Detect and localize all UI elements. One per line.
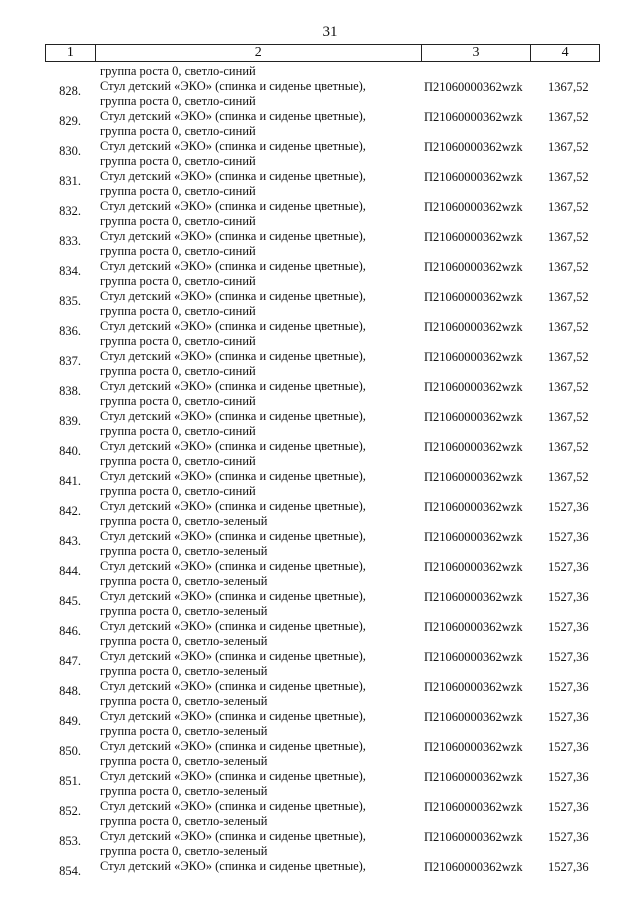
header-col-1: 1 xyxy=(46,45,96,61)
item-description-line-1: Стул детский «ЭКО» (спинка и сиденье цветные), xyxy=(100,679,366,693)
item-price: 1367,52 xyxy=(548,290,589,304)
item-description xyxy=(100,559,420,589)
item-code: П21060000362wzk xyxy=(424,590,523,604)
item-description-line-2: группа роста 0, светло-зеленый xyxy=(100,514,268,528)
item-description xyxy=(100,169,420,199)
table-row xyxy=(0,679,640,709)
item-description-line-2: группа роста 0, светло-зеленый xyxy=(100,664,268,678)
item-description xyxy=(100,829,420,859)
item-price: 1527,36 xyxy=(548,830,589,844)
row-number: 837. xyxy=(59,354,81,368)
item-price: 1367,52 xyxy=(548,350,589,364)
item-description-line-2: группа роста 0, светло-синий xyxy=(100,334,256,348)
table-row xyxy=(0,349,640,379)
table-row xyxy=(0,109,640,139)
item-description xyxy=(100,139,420,169)
item-description-line-2: группа роста 0, светло-синий xyxy=(100,364,256,378)
item-code: П21060000362wzk xyxy=(424,830,523,844)
item-code: П21060000362wzk xyxy=(424,440,523,454)
row-number: 841. xyxy=(59,474,81,488)
row-number: 836. xyxy=(59,324,81,338)
table-row xyxy=(0,619,640,649)
item-description-line-1: Стул детский «ЭКО» (спинка и сиденье цветные), xyxy=(100,169,366,183)
item-code: П21060000362wzk xyxy=(424,200,523,214)
table-row xyxy=(0,649,640,679)
item-code: П21060000362wzk xyxy=(424,290,523,304)
item-code: П21060000362wzk xyxy=(424,740,523,754)
table-row xyxy=(0,769,640,799)
item-description-line-2: группа роста 0, светло-зеленый xyxy=(100,844,268,858)
item-code: П21060000362wzk xyxy=(424,770,523,784)
item-description-line-2: группа роста 0, светло-синий xyxy=(100,124,256,138)
item-price: 1527,36 xyxy=(548,860,589,874)
item-description-line-2: группа роста 0, светло-зеленый xyxy=(100,544,268,558)
item-code: П21060000362wzk xyxy=(424,470,523,484)
item-description xyxy=(100,799,420,829)
item-code: П21060000362wzk xyxy=(424,800,523,814)
row-number: 833. xyxy=(59,234,81,248)
item-description xyxy=(100,499,420,529)
item-price: 1527,36 xyxy=(548,740,589,754)
item-description-line-1: Стул детский «ЭКО» (спинка и сиденье цветные), xyxy=(100,349,366,363)
row-number: 838. xyxy=(59,384,81,398)
header-col-4: 4 xyxy=(561,45,569,60)
item-price: 1367,52 xyxy=(548,80,589,94)
item-description-line-2: группа роста 0, светло-синий xyxy=(100,424,256,438)
row-number: 829. xyxy=(59,114,81,128)
item-description-line-1: Стул детский «ЭКО» (спинка и сиденье цветные), xyxy=(100,289,366,303)
item-description xyxy=(100,709,420,739)
item-description-line-2: группа роста 0, светло-синий xyxy=(100,184,256,198)
item-code: П21060000362wzk xyxy=(424,620,523,634)
item-code: П21060000362wzk xyxy=(424,260,523,274)
item-code: П21060000362wzk xyxy=(424,410,523,424)
item-description xyxy=(100,289,420,319)
item-price: 1527,36 xyxy=(548,530,589,544)
row-number: 831. xyxy=(59,174,81,188)
item-price: 1527,36 xyxy=(548,590,589,604)
item-price: 1527,36 xyxy=(548,770,589,784)
item-price: 1527,36 xyxy=(548,710,589,724)
item-price: 1527,36 xyxy=(548,650,589,664)
header-col-2: 2 xyxy=(96,45,422,61)
item-description-line-1: Стул детский «ЭКО» (спинка и сиденье цветные), xyxy=(100,829,366,843)
item-price: 1367,52 xyxy=(548,380,589,394)
item-description-line-1: Стул детский «ЭКО» (спинка и сиденье цветные), xyxy=(100,649,366,663)
table-row xyxy=(0,319,640,349)
item-price: 1367,52 xyxy=(548,140,589,154)
page-number: 31 xyxy=(322,24,338,40)
header-col-3: 3 xyxy=(422,45,532,61)
item-price: 1527,36 xyxy=(548,560,589,574)
item-description xyxy=(100,259,420,289)
item-description-line-1: Стул детский «ЭКО» (спинка и сиденье цветные), xyxy=(100,859,366,873)
item-description-line-1: Стул детский «ЭКО» (спинка и сиденье цветные), xyxy=(100,469,366,483)
item-description xyxy=(100,229,420,259)
item-description-line-1: Стул детский «ЭКО» (спинка и сиденье цветные), xyxy=(100,199,366,213)
row-number: 828. xyxy=(59,84,81,98)
item-code: П21060000362wzk xyxy=(424,350,523,364)
item-price: 1367,52 xyxy=(548,440,589,454)
row-number: 839. xyxy=(59,414,81,428)
item-description xyxy=(100,679,420,709)
row-number: 849. xyxy=(59,714,81,728)
item-code: П21060000362wzk xyxy=(424,530,523,544)
item-description xyxy=(100,109,420,139)
item-description xyxy=(100,319,420,349)
row-number: 830. xyxy=(59,144,81,158)
table-row xyxy=(0,559,640,589)
row-number: 853. xyxy=(59,834,81,848)
item-price: 1367,52 xyxy=(548,320,589,334)
item-description-line-2: группа роста 0, светло-зеленый xyxy=(100,754,268,768)
item-price: 1367,52 xyxy=(548,470,589,484)
item-description-line-1: Стул детский «ЭКО» (спинка и сиденье цветные), xyxy=(100,769,366,783)
item-description-line-1: Стул детский «ЭКО» (спинка и сиденье цветные), xyxy=(100,709,366,723)
item-description-line-1: Стул детский «ЭКО» (спинка и сиденье цветные), xyxy=(100,319,366,333)
item-description-line-2: группа роста 0, светло-зеленый xyxy=(100,784,268,798)
item-code: П21060000362wzk xyxy=(424,560,523,574)
table-row xyxy=(0,289,640,319)
item-description-line-1: Стул детский «ЭКО» (спинка и сиденье цветные), xyxy=(100,379,366,393)
item-description-line-1: Стул детский «ЭКО» (спинка и сиденье цветные), xyxy=(100,589,366,603)
table-row xyxy=(0,739,640,769)
row-number: 835. xyxy=(59,294,81,308)
item-description-line-2: группа роста 0, светло-синий xyxy=(100,304,256,318)
item-description xyxy=(100,859,420,874)
table-row xyxy=(0,709,640,739)
item-price: 1527,36 xyxy=(548,680,589,694)
table-row xyxy=(0,859,640,889)
row-number: 847. xyxy=(59,654,81,668)
item-price: 1367,52 xyxy=(548,110,589,124)
row-number: 846. xyxy=(59,624,81,638)
item-description xyxy=(100,529,420,559)
item-description-line-1: Стул детский «ЭКО» (спинка и сиденье цветные), xyxy=(100,229,366,243)
item-description xyxy=(100,199,420,229)
item-description-line-2: группа роста 0, светло-синий xyxy=(100,94,256,108)
table-row xyxy=(0,799,640,829)
item-description-line-1: Стул детский «ЭКО» (спинка и сиденье цветные), xyxy=(100,439,366,453)
item-description-line-2: группа роста 0, светло-зеленый xyxy=(100,694,268,708)
row-number: 844. xyxy=(59,564,81,578)
item-code: П21060000362wzk xyxy=(424,650,523,664)
row-number: 850. xyxy=(59,744,81,758)
item-description-line-2: группа роста 0, светло-синий xyxy=(100,154,256,168)
row-number: 852. xyxy=(59,804,81,818)
table-row xyxy=(0,229,640,259)
item-description-line-2: группа роста 0, светло-зеленый xyxy=(100,574,268,588)
item-description xyxy=(100,409,420,439)
item-description-line-1: Стул детский «ЭКО» (спинка и сиденье цветные), xyxy=(100,79,366,93)
item-description xyxy=(100,619,420,649)
item-description xyxy=(100,349,420,379)
item-description xyxy=(100,439,420,469)
item-description xyxy=(100,649,420,679)
item-description-line-2: группа роста 0, светло-синий xyxy=(100,484,256,498)
item-description-line-2: группа роста 0, светло-зеленый xyxy=(100,814,268,828)
item-description xyxy=(100,769,420,799)
item-code: П21060000362wzk xyxy=(424,110,523,124)
item-description xyxy=(100,79,420,109)
item-description-line-2: группа роста 0, светло-синий xyxy=(100,394,256,408)
item-code: П21060000362wzk xyxy=(424,320,523,334)
item-description-line-1: Стул детский «ЭКО» (спинка и сиденье цветные), xyxy=(100,739,366,753)
table-row xyxy=(0,259,640,289)
item-code: П21060000362wzk xyxy=(424,500,523,514)
continuation-line: группа роста 0, светло-синий xyxy=(100,64,256,78)
table-row xyxy=(0,199,640,229)
table-header xyxy=(45,44,600,62)
item-description-line-2: группа роста 0, светло-синий xyxy=(100,454,256,468)
item-price: 1527,36 xyxy=(548,500,589,514)
item-code: П21060000362wzk xyxy=(424,170,523,184)
row-number: 832. xyxy=(59,204,81,218)
row-number: 842. xyxy=(59,504,81,518)
row-number: 834. xyxy=(59,264,81,278)
item-description-line-1: Стул детский «ЭКО» (спинка и сиденье цветные), xyxy=(100,529,366,543)
item-description xyxy=(100,589,420,619)
item-price: 1367,52 xyxy=(548,260,589,274)
table-row xyxy=(0,439,640,469)
item-price: 1367,52 xyxy=(548,410,589,424)
item-code: П21060000362wzk xyxy=(424,710,523,724)
item-price: 1527,36 xyxy=(548,620,589,634)
item-code: П21060000362wzk xyxy=(424,680,523,694)
table-row xyxy=(0,169,640,199)
table-row xyxy=(0,469,640,499)
item-description-line-2: группа роста 0, светло-зеленый xyxy=(100,634,268,648)
item-description-line-1: Стул детский «ЭКО» (спинка и сиденье цветные), xyxy=(100,799,366,813)
table-row xyxy=(0,139,640,169)
item-description xyxy=(100,469,420,499)
item-price: 1367,52 xyxy=(548,170,589,184)
row-number: 840. xyxy=(59,444,81,458)
item-description-line-2: группа роста 0, светло-синий xyxy=(100,244,256,258)
row-number: 854. xyxy=(59,864,81,878)
item-description xyxy=(100,739,420,769)
item-description-line-2: группа роста 0, светло-синий xyxy=(100,274,256,288)
table-row xyxy=(0,499,640,529)
item-description-line-1: Стул детский «ЭКО» (спинка и сиденье цветные), xyxy=(100,499,366,513)
row-number: 845. xyxy=(59,594,81,608)
item-code: П21060000362wzk xyxy=(424,80,523,94)
item-description-line-2: группа роста 0, светло-зеленый xyxy=(100,724,268,738)
item-code: П21060000362wzk xyxy=(424,380,523,394)
row-number: 843. xyxy=(59,534,81,548)
item-price: 1527,36 xyxy=(548,800,589,814)
table-row xyxy=(0,529,640,559)
row-number: 848. xyxy=(59,684,81,698)
item-description-line-1: Стул детский «ЭКО» (спинка и сиденье цветные), xyxy=(100,619,366,633)
item-description-line-1: Стул детский «ЭКО» (спинка и сиденье цветные), xyxy=(100,409,366,423)
table-row xyxy=(0,79,640,109)
item-code: П21060000362wzk xyxy=(424,140,523,154)
item-description-line-1: Стул детский «ЭКО» (спинка и сиденье цветные), xyxy=(100,139,366,153)
item-description xyxy=(100,379,420,409)
table-row xyxy=(0,589,640,619)
item-description-line-1: Стул детский «ЭКО» (спинка и сиденье цветные), xyxy=(100,259,366,273)
table-row xyxy=(0,829,640,859)
item-code: П21060000362wzk xyxy=(424,860,523,874)
item-description-line-1: Стул детский «ЭКО» (спинка и сиденье цветные), xyxy=(100,109,366,123)
table-row xyxy=(0,409,640,439)
item-description-line-2: группа роста 0, светло-зеленый xyxy=(100,604,268,618)
item-description-line-2: группа роста 0, светло-синий xyxy=(100,214,256,228)
row-number: 851. xyxy=(59,774,81,788)
table-body xyxy=(0,79,640,889)
item-code: П21060000362wzk xyxy=(424,230,523,244)
item-description-line-1: Стул детский «ЭКО» (спинка и сиденье цветные), xyxy=(100,559,366,573)
item-price: 1367,52 xyxy=(548,200,589,214)
table-row xyxy=(0,379,640,409)
item-price: 1367,52 xyxy=(548,230,589,244)
